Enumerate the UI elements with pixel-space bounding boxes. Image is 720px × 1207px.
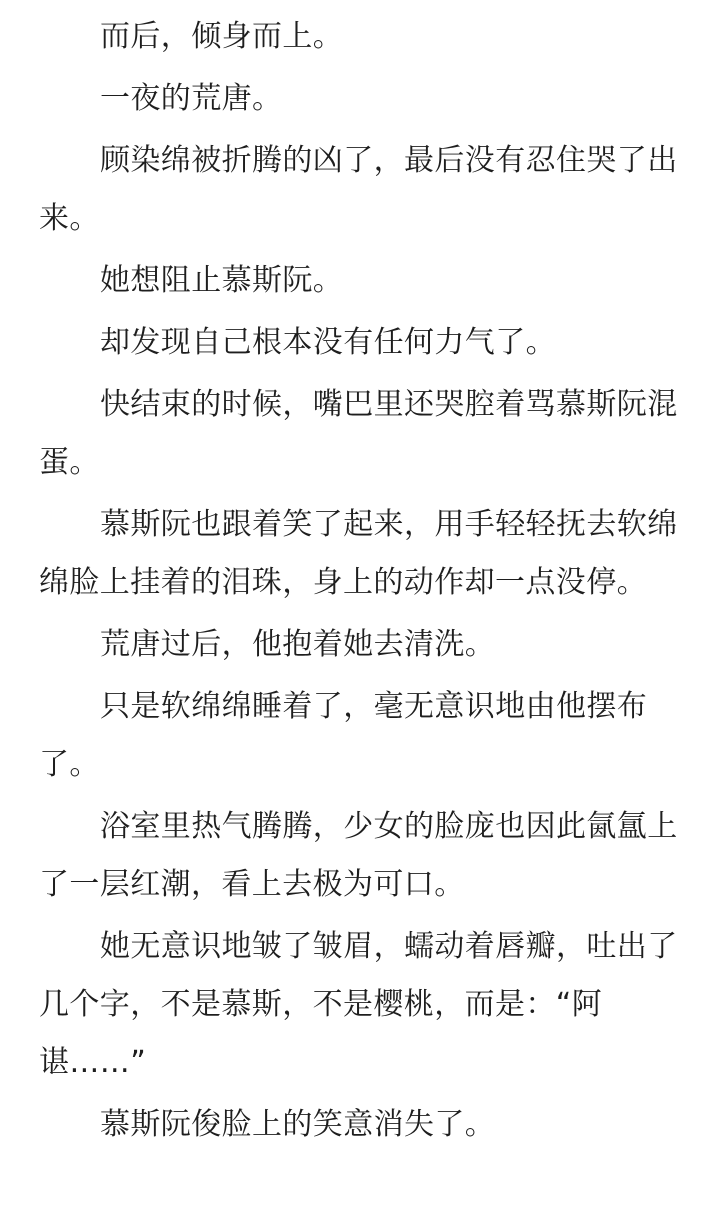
story-paragraph: 浴室里热气腾腾，少女的脸庞也因此氤氲上了一层红潮，看上去极为可口。 [39, 809, 678, 902]
story-paragraph: 而后，倾身而上。 [100, 19, 344, 54]
story-paragraph: 却发现自己根本没有任何力气了。 [100, 325, 556, 360]
story-paragraph: 快结束的时候，嘴巴里还哭腔着骂慕斯阮混蛋。 [39, 387, 678, 480]
story-paragraph: 顾染绵被折腾的凶了，最后没有忍住哭了出来。 [39, 143, 678, 236]
story-paragraph: 慕斯阮俊脸上的笑意消失了。 [100, 1107, 496, 1142]
story-paragraph: 只是软绵绵睡着了，毫无意识地由他摆布了。 [39, 689, 648, 782]
story-paragraph: 慕斯阮也跟着笑了起来，用手轻轻抚去软绵绵脸上挂着的泪珠，身上的动作却一点没停。 [39, 507, 678, 600]
story-paragraph: 一夜的荒唐。 [100, 81, 283, 116]
story-paragraph: 她想阻止慕斯阮。 [100, 263, 344, 298]
story-paragraph: 她无意识地皱了皱眉，蠕动着唇瓣，吐出了几个字，不是慕斯，不是樱桃，而是：“阿谌……” [39, 929, 678, 1080]
story-paragraph: 荒唐过后，他抱着她去清洗。 [100, 627, 496, 662]
